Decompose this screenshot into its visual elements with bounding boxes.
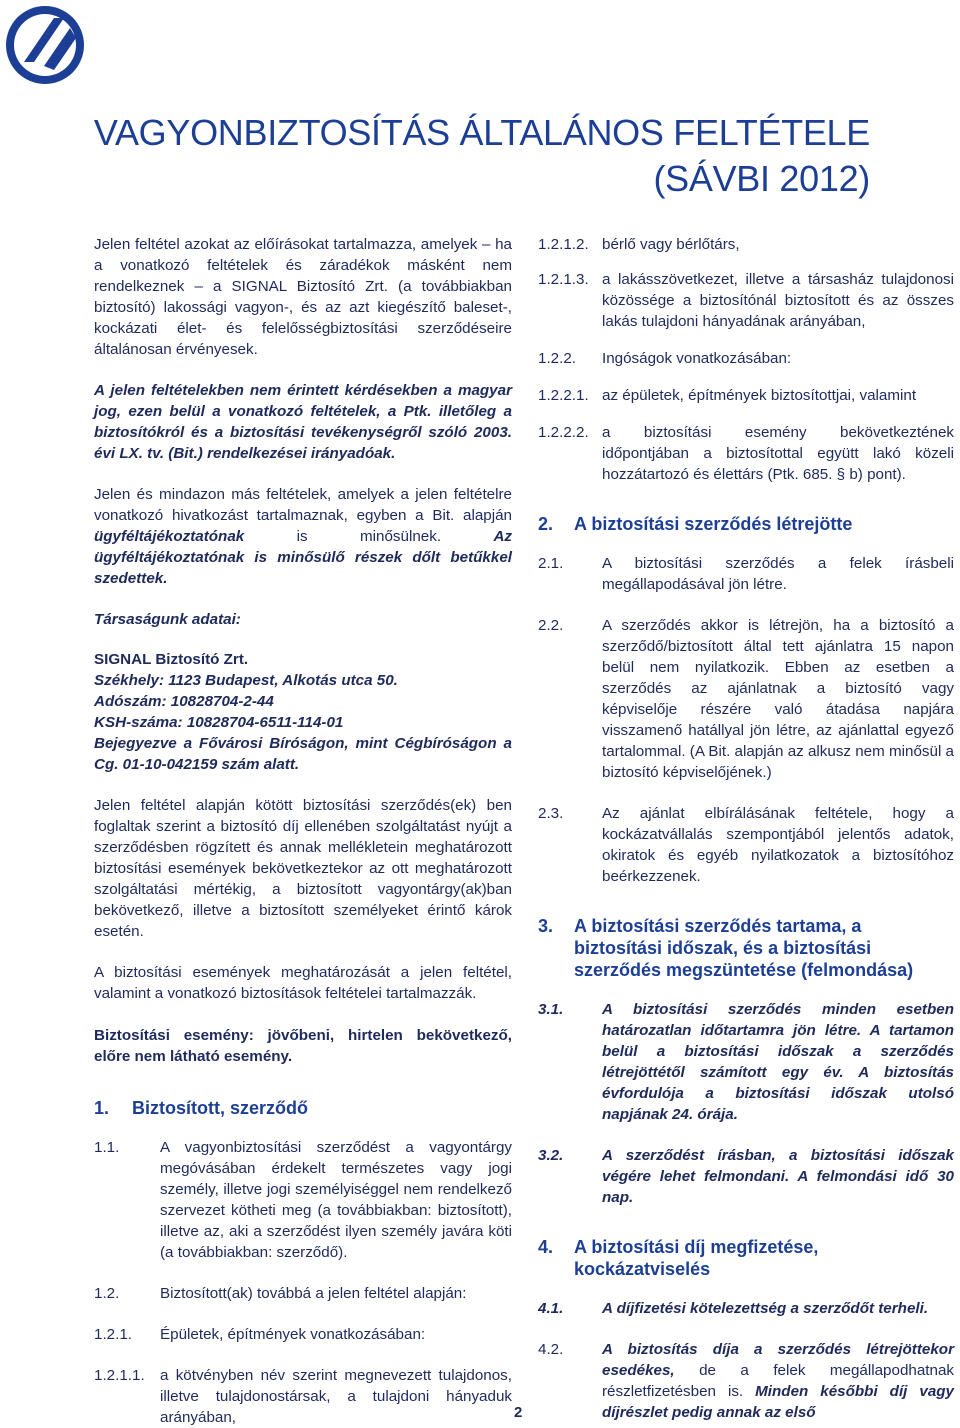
clause-text-bold-2: Minden későbbi díj vagy díjrészlet pedig annak az első: [602, 1383, 954, 1421]
clause-text: Az ajánlat elbírálásának feltétele, hogy a kockázatvállalás szempontjából jelentős adatok, okiratok és egyéb nyilatkozatok a biztosítóhoz beérkezzenek.: [602, 805, 954, 885]
section-2-number: 2.: [538, 514, 554, 534]
clause-4-2: [538, 1339, 954, 1423]
clause-text: A biztosítási szerződés minden esetben határozatlan időtartamra jön létre. A tartamon belül a biztosítási időszak a szerződés létrejöttétől számított egy év. A biztosítás évfordulója a biztosítási időszak utolsó napjának 24. órája.: [602, 1001, 954, 1123]
clause-4-1: [538, 1298, 954, 1319]
clause-1-2-2-2: [538, 422, 954, 485]
clause-1-2-2: [538, 348, 954, 369]
left-column: [94, 234, 512, 1428]
section-3-number: 3.: [538, 916, 554, 936]
clause-2-2: [538, 615, 954, 783]
clause-number: 1.2.1.1.: [94, 1367, 145, 1384]
service-paragraph: Jelen feltétel alapján kötött biztosítási szerződés(ek) ben foglaltak szerint a biztosító díj ellenében szolgáltatást nyújt a szerződésben rögzített és annak mellékletein meghatározott biztosítási események bekövetkeztekor az ott meghatározott szolgáltatási mértékig, a biztosított vagyontárgy(ak)ban bekövetkező, illetve a biztosított személyeket érintő károk esetén.: [94, 797, 512, 940]
clause-number: 4.2.: [538, 1341, 564, 1358]
company-ksh-number: KSH-száma: 10828704-6511-114-01: [94, 714, 344, 731]
clause-1-2: [94, 1283, 512, 1304]
company-heading: Társaságunk adatai:: [94, 611, 241, 628]
clause-number: 1.1.: [94, 1139, 120, 1156]
clause-number: 2.3.: [538, 805, 564, 822]
clause-text: a lakásszövetkezet, illetve a társasház tulajdonosi közössége a biztosítónál biztosított és az összes lakás tulajdoni hányadának arányában,: [602, 271, 954, 330]
clause-text: az épületek, építmények biztosítottjai, valamint: [602, 387, 917, 404]
clause-number: 1.2.2.: [538, 350, 576, 367]
clause-1-1: [94, 1137, 512, 1263]
clause-number: 1.2.1.2.: [538, 236, 589, 253]
clause-text: a kötvényben név szerint megnevezett tulajdonos, illetve tulajdonostársak, a tulajdoni hányaduk arányában,: [160, 1367, 512, 1426]
clause-number: 1.2.1.: [94, 1326, 132, 1343]
clause-3-1: [538, 999, 954, 1125]
section-3-title: A biztosítási szerződés tartama, a biztosítási időszak, és a biztosítási szerződés megszüntetése (felmondása): [574, 916, 914, 980]
company-tax-number: Adószám: 10828704-2-44: [94, 693, 274, 710]
clause-text-regular: de a felek megállapodhatnak részletfizetésben is.: [602, 1362, 954, 1400]
italic-note: Az ügyféltájékoztatónak is minősülő részek dőlt betűkkel szedettek.: [94, 528, 512, 587]
section-4-title: A biztosítási díj megfizetése, kockázatviselés: [574, 1237, 819, 1279]
clause-number: 2.1.: [538, 555, 564, 572]
company-registration: Bejegyezve a Fővárosi Bíróságon, mint Cégbíróságon a Cg. 01-10-042159 szám alatt.: [94, 735, 512, 773]
events-paragraph: A biztosítási események meghatározását a jelen feltétel, valamint a vonatkozó biztosítások feltételei tartalmazzák.: [94, 964, 512, 1002]
clause-3-2: [538, 1145, 954, 1208]
clause-number: 3.2.: [538, 1147, 564, 1164]
signal-logo: [4, 4, 86, 86]
clause-text: A biztosítási szerződés a felek írásbeli megállapodásával jön létre.: [602, 555, 954, 593]
applicable-law-paragraph: A jelen feltételekben nem érintett kérdésekben a magyar jog, ezen belül a vonatkozó feltételek, a Ptk. illetőleg a biztosítókról és a biztosítási tevékenységről szóló 2003. évi LX. tv. (Bit.) rendelkezései irányadóak.: [94, 382, 512, 462]
clause-1-2-1-3: [538, 269, 954, 332]
clause-text: [602, 1339, 954, 1423]
title-line-2: (SÁVBI 2012): [653, 158, 870, 199]
clause-text: Épületek, építmények vonatkozásában:: [160, 1326, 426, 1343]
clause-text: Ingóságok vonatkozásában:: [602, 350, 792, 367]
section-1-heading: [94, 1097, 512, 1119]
clause-number: 2.2.: [538, 617, 564, 634]
client-info-keyword: ügyféltájékoztatónak: [94, 528, 245, 545]
right-column: [538, 234, 954, 1423]
client-info-text-2: is minősülnek.: [244, 528, 494, 545]
clause-number: 1.2.1.3.: [538, 271, 589, 288]
section-4-heading: [538, 1236, 954, 1280]
insurance-event-definition: Biztosítási esemény: jövőbeni, hirtelen bekövetkező, előre nem látható esemény.: [94, 1027, 512, 1065]
page-number: 2: [514, 1404, 523, 1421]
clause-number: 4.1.: [538, 1300, 564, 1317]
company-seat: Székhely: 1123 Budapest, Alkotás utca 50.: [94, 672, 398, 689]
clause-text: A szerződés akkor is létrejön, ha a biztosító a szerződő/biztosított által tett ajánlatra 15 napon belül nem nyilatkozik. Ebben az esetben a szerződés az ajánlatnak a biztosító vagy képviselője részére való átadása napjára visszamenő hatállyal jön létre, az ajánlattal egyező tartalommal. (A Bit. alapján az alkusz nem minősül a biztosító képviselőjének.): [602, 617, 954, 781]
section-2-heading: [538, 513, 954, 535]
clause-1-2-1: [94, 1324, 512, 1345]
page-title: [90, 110, 870, 202]
clause-text-bold: A biztosítás díja a szerződés létrejöttekor esedékes,: [602, 1341, 954, 1379]
clause-text: A díjfizetési kötelezettség a szerződőt terheli.: [602, 1300, 929, 1317]
clause-text: A szerződést írásban, a biztosítási időszak végére lehet felmondani. A felmondási idő 30 nap.: [602, 1147, 954, 1206]
intro-paragraph: Jelen feltétel azokat az előírásokat tartalmazza, amelyek – ha a vonatkozó feltételek és záradékok másként nem rendelkeznek – a SIGNAL Biztosító Zrt. (a továbbiakban biztosító) lakossági vagyon-, és az azt kiegészítő baleset-, kockázati élet- és felelősségbiztosítási szerződéseire általánosan érvényesek.: [94, 236, 512, 358]
clause-text: Biztosított(ak) továbbá a jelen feltétel alapján:: [160, 1285, 467, 1302]
title-line-1: VAGYONBIZTOSÍTÁS ÁLTALÁNOS FELTÉTELE: [93, 112, 870, 153]
section-1-number: 1.: [94, 1098, 110, 1118]
section-4-number: 4.: [538, 1237, 554, 1257]
clause-text: A vagyonbiztosítási szerződést a vagyontárgy megóvásában érdekelt természetes vagy jogi személy, illetve jogi személyiséggel nem rendelkező szervezet kötheti meg (a továbbiakban: biztosított), illetve az, aki a szerződést ilyen személy javára köti (a továbbiakban: szerződő).: [160, 1139, 512, 1261]
section-1-title: Biztosított, szerződő: [132, 1098, 308, 1118]
clause-2-3: [538, 803, 954, 887]
clause-number: 1.2.2.2.: [538, 424, 589, 441]
clause-1-2-1-1: [94, 1365, 512, 1428]
clause-text: a biztosítási esemény bekövetkeztének időpontjában a biztosítottal együtt lakó közeli hozzátartozó és élettárs (Ptk. 685. § b) pont).: [602, 424, 954, 483]
clause-2-1: [538, 553, 954, 595]
company-details: [94, 649, 512, 775]
client-info-paragraph: [94, 484, 512, 589]
clause-1-2-1-2: [538, 234, 954, 255]
clause-number: 1.2.: [94, 1285, 120, 1302]
client-info-text: Jelen és mindazon más feltételek, amelyek a jelen feltételre vonatkozó hivatkozást tartalmaznak, egyben a Bit. alapján: [94, 486, 512, 524]
clause-number: 1.2.2.1.: [538, 387, 589, 404]
clause-text: bérlő vagy bérlőtárs,: [602, 236, 740, 253]
section-3-heading: [538, 915, 954, 981]
company-name: SIGNAL Biztosító Zrt.: [94, 651, 249, 668]
section-2-title: A biztosítási szerződés létrejötte: [574, 514, 853, 534]
clause-number: 3.1.: [538, 1001, 564, 1018]
clause-1-2-2-1: [538, 385, 954, 406]
